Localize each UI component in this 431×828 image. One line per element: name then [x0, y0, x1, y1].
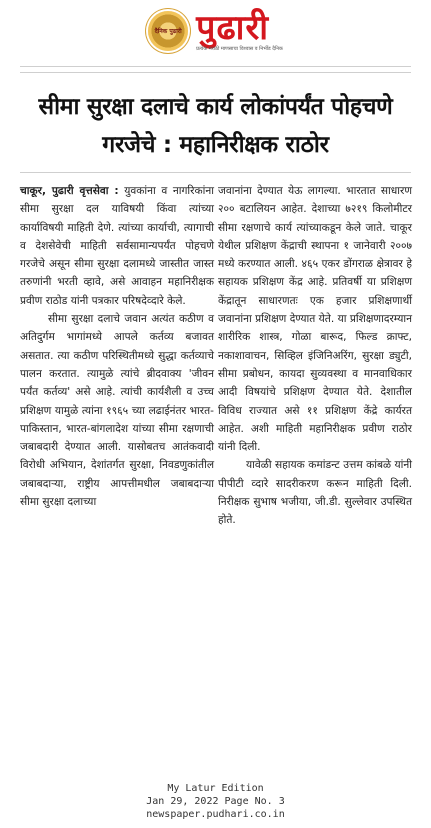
newspaper-tagline: प्रत्येक मराठी माणसाचा विश्वास व निर्भीड दैनिक — [196, 46, 283, 52]
article-paragraph — [20, 182, 214, 310]
article-headline: सीमा सुरक्षा दलाचे कार्य लोकांपर्यंत पोहचणे गरजेचे : महानिरीक्षक राठोर — [38, 94, 393, 158]
article-dateline: चाकूर, पुढारी वृत्तसेवा : — [20, 185, 119, 197]
article-column-left — [20, 182, 214, 511]
article-paragraph: यावेळी सहायक कमांडन्ट उत्तम कांबळे यांनी पीपीटी व्दारे सादरीकरण करून माहिती दिली. निरीक्षक सुभाष भजीया, जी.डी. सुल्लेवार उपस्थित होते. — [218, 459, 412, 527]
masthead — [0, 0, 431, 62]
newspaper-logo: पुढारी — [196, 8, 270, 48]
edition-name: My Latur Edition — [167, 783, 264, 794]
emblem-text: दैनिक पुढारी — [154, 28, 182, 35]
newspaper-emblem-icon — [148, 11, 188, 51]
edition-date-page: Jan 29, 2022 Page No. 3 — [146, 796, 285, 807]
article-paragraph-text: युवकांना व नागरिकांना सीमा सुरक्षा दल याविषयी किंवा त्यांच्या कार्याविषयी माहिती देणे. त्यांच्या कार्याची, त्यागाची व देशसेवेची माहिती सर्वसामान्यपर्यंत पोहचणे गरजेचे असून सीमा सुरक्षा दलामध्ये जास्तीत जास्त तरुणांनी भरती व्हावे, असे आवाहन महानिरीक्षक प्रवीण राठोड यांनी पत्रकार परिषदेव्दारे केले. — [20, 185, 214, 307]
top-divider-secondary — [20, 72, 411, 73]
logo-block — [196, 10, 283, 52]
headline-divider — [20, 172, 411, 173]
article-column-right — [218, 182, 412, 530]
top-divider — [20, 66, 411, 67]
article-paragraph: जवानांना देण्यात येऊ लागल्या. भारतात साधारण २०० बटालियन आहेत. देशाच्या ७२१९ किलोमीटर सीमा रक्षणाचे कार्य त्यांच्याकडून केले जाते. चाकूर येथील प्रशिक्षण केंद्राची स्थापना १ जानेवारी २००७ मध्ये करण्यात आली. ४६५ एकर डोंगराळ क्षेत्रावर हे सहायक प्रशिक्षण केंद्र आहे. प्रतिवर्षी या प्रशिक्षण केंद्रातून साधारणतः एक हजार प्रशिक्षणार्थी जवानांना प्रशिक्षण देण्यात येते. या प्रशिक्षणादरम्यान शारीरिक शास्त्र, गोळा बारूद, फिल्ड क्राफ्ट, नकाशावाचन, सिव्हिल इंजिनिअरिंग, सुरक्षा ड्युटी, सीमा प्रबोधन, कायदा सुव्यवस्था व मानवाधिकार आदी विषयांचे प्रशिक्षण देण्यात येते. देशातील विविध राज्यात असे ११ प्रशिक्षण केंद्रे कार्यरत आहेत. अशी माहिती महानिरीक्षक प्रवीण राठोर यांनी दिली. — [218, 185, 412, 454]
edition-footer — [0, 782, 431, 821]
article-paragraph: सीमा सुरक्षा दलाचे जवान अत्यंत कठीण व अतिदुर्गम भागांमध्ये आपले कर्तव्य बजावत असतात. त्या कठीण परिस्थितीमध्ये सुद्धा कर्तव्याचे पालन करतात. त्यामुळे त्यांचे ब्रीदवाक्य 'जीवन पर्यंत कर्तव्य' असे आहे. त्यांची कार्यशैली व उच्च प्रशिक्षण यामुळे त्यांना १९६५ च्या लढाईनंतर भारत-पाकिस्तान, भारत-बांगलादेश यांच्या सीमा रक्षणाची जबाबदारी देण्यात आली. यासोबतच आतंकवादी विरोधी अभियान, देशांतर्गत सुरक्षा, निवडणुकांतील जबाबदाऱ्या, राष्ट्रीय आपत्तीमधील जबाबदाऱ्या सीमा सुरक्षा दलाच्या — [20, 313, 214, 509]
edition-site-link[interactable]: newspaper.pudhari.co.in — [146, 809, 285, 820]
